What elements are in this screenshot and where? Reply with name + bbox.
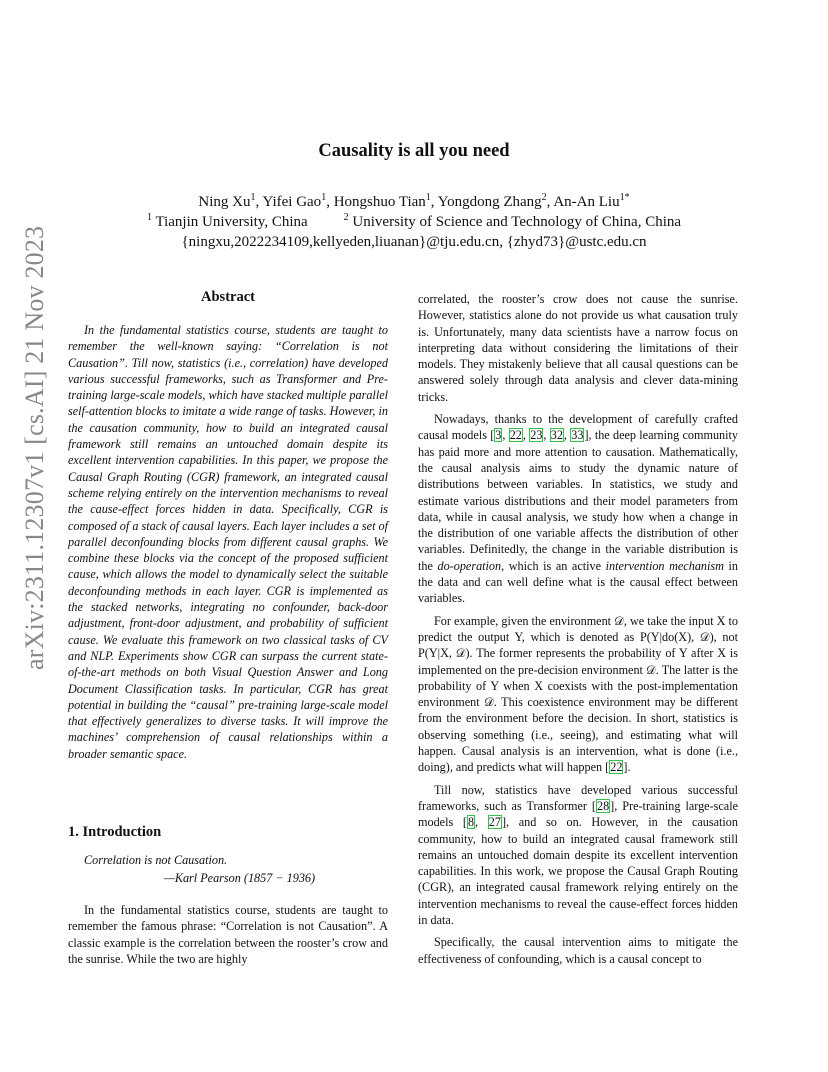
intro-column-left [68, 902, 388, 973]
section-heading-introduction: 1. Introduction [68, 824, 162, 840]
intro-paragraph-1: In the fundamental statistics course, students are taught to remember the famous phrase: “Correlation is not Causation”. A classic example is the correlation between the rooster’s crow and the sunrise. While the two are highly [68, 903, 388, 966]
author-name: An-An Liu [553, 194, 620, 210]
citation-link[interactable]: 8 [467, 815, 475, 830]
paragraph-frameworks: Till now, statistics have developed various successful frameworks, such as Transformer [28], Pre-training large-scale models [8, 27], and so on. However, in the causation community, how to build an integrated causal framework still remains an untouched domain despite its excellent intervention capabilities. In this work, we propose the Causal Graph Routing (CGR), an integrated causal framework relying entirely on the intervention mechanisms to reveal the cause-effect forces hidden in data. [418, 782, 739, 927]
arxiv-stamp [20, 225, 60, 670]
affiliation-1: Tianjin University, China [155, 214, 308, 230]
citation-link[interactable]: 3 [495, 428, 502, 443]
citation-link[interactable]: 22 [509, 428, 522, 443]
citation-link[interactable]: 22 [610, 760, 623, 775]
abstract-body [68, 322, 388, 768]
citation-link[interactable]: 32 [550, 428, 563, 443]
paragraph-causal-models: Nowadays, thanks to the development of carefully crafted causal models [3, 22, 23, 32, 33], the deep learning community has paid more and more attention to causation. Mathematically, the causal analysis aims to study the dynamic nature of distributions between variables. In statistics, we study and estimate various distributions and their model parameters from data, while in causal analysis, we study how when a change in the distribution of one variable affects the distribution of other variables. Definitedly, the change in the variable distribution is the do-operation, which is an active intervention mechanism in the data and can well define what is the causal effect between variables. [418, 412, 739, 606]
quote-text: Correlation is not Causation. [84, 853, 228, 867]
citation-link[interactable]: 33 [571, 428, 584, 443]
author-name: Hongshuo Tian [333, 194, 426, 210]
affiliation-2: University of Science and Technology of China, China [352, 214, 682, 230]
author-list: Ning Xu$^1$, Yifei Gao$^1$, Hongshuo Tian$^1$, Yongdong Zhang$^2$, An-An Liu$^{1*}$ [198, 192, 630, 210]
affiliations: $^1$ Tianjin University, China $^2$ University of Science and Technology of China, China [146, 212, 682, 230]
quote-attribution: —Karl Pearson (1857 − 1936) [164, 871, 316, 885]
author-emails: {ningxu,2022234109,kellyeden,liuanan}@tju.edu.cn, {zhyd73}@ustc.edu.cn [181, 234, 647, 250]
abstract-text: In the fundamental statistics course, students are taught to remember the well-known saying: “Correlation is not Causation”. Till now, statistics (i.e., correlation) have developed various successful frameworks, such as Transformer and Pre-training large-scale models, which have stacked multiple parallel self-attention blocks to imitate a wide range of tasks. However, in the causation community, how to build an integrated causal framework still remains an untouched domain despite its excellent intervention capabilities. In this paper, we propose the Causal Graph Routing (CGR) framework, an integrated causal scheme relying entirely on the intervention mechanisms to reveal the cause-effect forces hidden in data. Specifically, CGR is composed of a stack of causal layers. Each layer includes a set of parallel deconfounding blocks from different causal graphs. We combine these blocks via the concept of the proposed sufficient cause, which allows the model to dynamically select the suitable deconfounding methods in each layer. CGR is implemented as the stacked networks, integrating no confounder, back-door adjustment, front-door adjustment, and probability of sufficient cause. We evaluate this framework on two classical tasks of CV and NLP. Experiments show CGR can surpass the current state-of-the-art methods on both Visual Question Answer and Long Document Classification tasks. In particular, CGR has great potential in building the “causal” pre-training large-scale model that effectively generalizes to diverse tasks. It will improve the machines’ comprehension of causal relationships within a broader semantic space. [68, 323, 388, 761]
author-name: Yifei Gao [262, 194, 322, 210]
arxiv-identifier: arXiv:2311.12307v1 [cs.AI] 21 Nov 2023 [20, 225, 49, 670]
author-name: Yongdong Zhang [437, 194, 542, 210]
paragraph-continued: correlated, the rooster’s crow does not cause the sunrise. However, statistics alone do not provide us what causation truly is. Unfortunately, many data scientists have a narrow focus on interpreting data without considering the limitations of their models. They mistakenly believe that all causal questions can be answered solely through data analysis and clever data-mining tricks. [418, 292, 738, 404]
author-name: Ning Xu [198, 194, 251, 210]
citation-link[interactable]: 23 [530, 428, 543, 443]
citation-link[interactable]: 27 [488, 815, 501, 830]
intro-column-right [418, 291, 738, 973]
abstract-heading: Abstract [201, 289, 255, 305]
paper-title: Causality is all you need [318, 141, 510, 161]
citation-link[interactable]: 28 [596, 798, 610, 813]
paragraph-intervention: Specifically, the causal intervention aims to mitigate the effectiveness of confounding, which is a causal concept to [418, 935, 738, 966]
epigraph-quote [84, 851, 315, 887]
paragraph-example: For example, given the environment 𝒟, we take the input X to predict the output Y, which is denoted as P(Y|do(X), 𝒟), not P(Y|X, 𝒟). The former represents the probability of Y after X is implemented on the pre-decision environment 𝒟. The latter is the probability of Y when X coexists with the post-implementation environment 𝒟. This coexistence environment may be different from the environment before the decision. In short, statistics is observing something (i.e., seeing), and estimating what will happen. Causal analysis is an intervention, what is done (i.e., doing), and predicts what will happen [22]. [418, 613, 738, 775]
